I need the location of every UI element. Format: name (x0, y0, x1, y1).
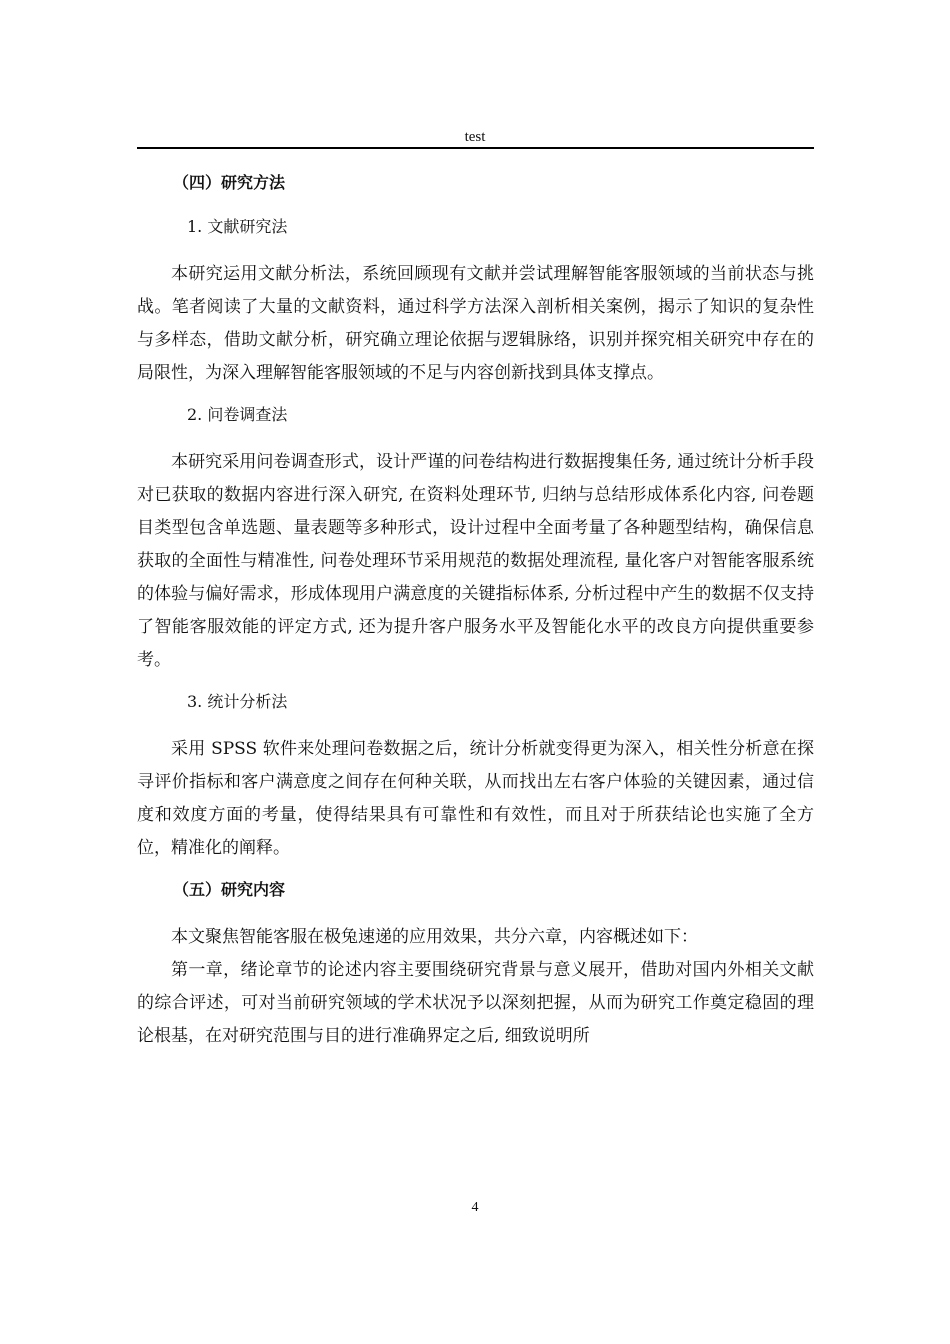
section-heading-research-content: （五）研究内容 (173, 880, 286, 899)
running-header: test (464, 129, 486, 145)
paragraph-content-overview: 本文聚焦智能客服在极兔速递的应用效果，共分六章，内容概述如下： (171, 927, 698, 947)
page-body (137, 170, 814, 1065)
paragraph-literature-method: 本研究运用文献分析法，系统回顾现有文献并尝试理解智能客服领域的当前状态与挑战。笔者阅读了大量的文献资料，通过科学方法深入剖析相关案例，揭示了知识的复杂性与多样态，借助文献分析，研究确立理论依据与逻辑脉络，识别并探究相关研究中存在的局限性，为深入理解智能客服领域的不足与内容创新找到具体支撑点。 (137, 264, 814, 383)
subheading-literature-method: 1. 文献研究法 (187, 217, 288, 236)
section-heading-research-methods: （四）研究方法 (173, 173, 286, 192)
subheading-statistical-method: 3. 统计分析法 (187, 692, 288, 711)
header-rule (137, 147, 814, 149)
paragraph-questionnaire-method: 本研究采用问卷调查形式，设计严谨的问卷结构进行数据搜集任务, 通过统计分析手段对已获取的数据内容进行深入研究, 在资料处理环节, 归纳与总结形成体系化内容, 问卷题目类型包含单选题、量表题等多种形式，设计过程中全面考量了各种题型结构，确保信息获取的全面性与精准性, 问卷处理环节采用规范的数据处理流程, 量化客户对智能客服系统的体验与偏好需求，形成体现用户满意度的关键指标体系, 分析过程中产生的数据不仅支持了智能客服效能的评定方式, 还为提升客户服务水平及智能化水平的改良方向提供重要参考。 (137, 452, 814, 670)
paragraph-statistical-method: 采用 SPSS 软件来处理问卷数据之后，统计分析就变得更为深入，相关性分析意在探寻评价指标和客户满意度之间存在何种关联，从而找出左右客户体验的关键因素，通过信度和效度方面的考量，使得结果具有可靠性和有效性，而且对于所获结论也实施了全方位，精准化的阐释。 (137, 739, 814, 858)
paragraph-chapter-one: 第一章，绪论章节的论述内容主要围绕研究背景与意义展开，借助对国内外相关文献的综合评述，可对当前研究领域的学术状况予以深刻把握，从而为研究工作奠定稳固的理论根基，在对研究范围与目的进行准确界定之后, 细致说明所 (137, 960, 814, 1046)
page-number: 4 (471, 1200, 479, 1215)
subheading-questionnaire-method: 2. 问卷调查法 (187, 405, 288, 424)
